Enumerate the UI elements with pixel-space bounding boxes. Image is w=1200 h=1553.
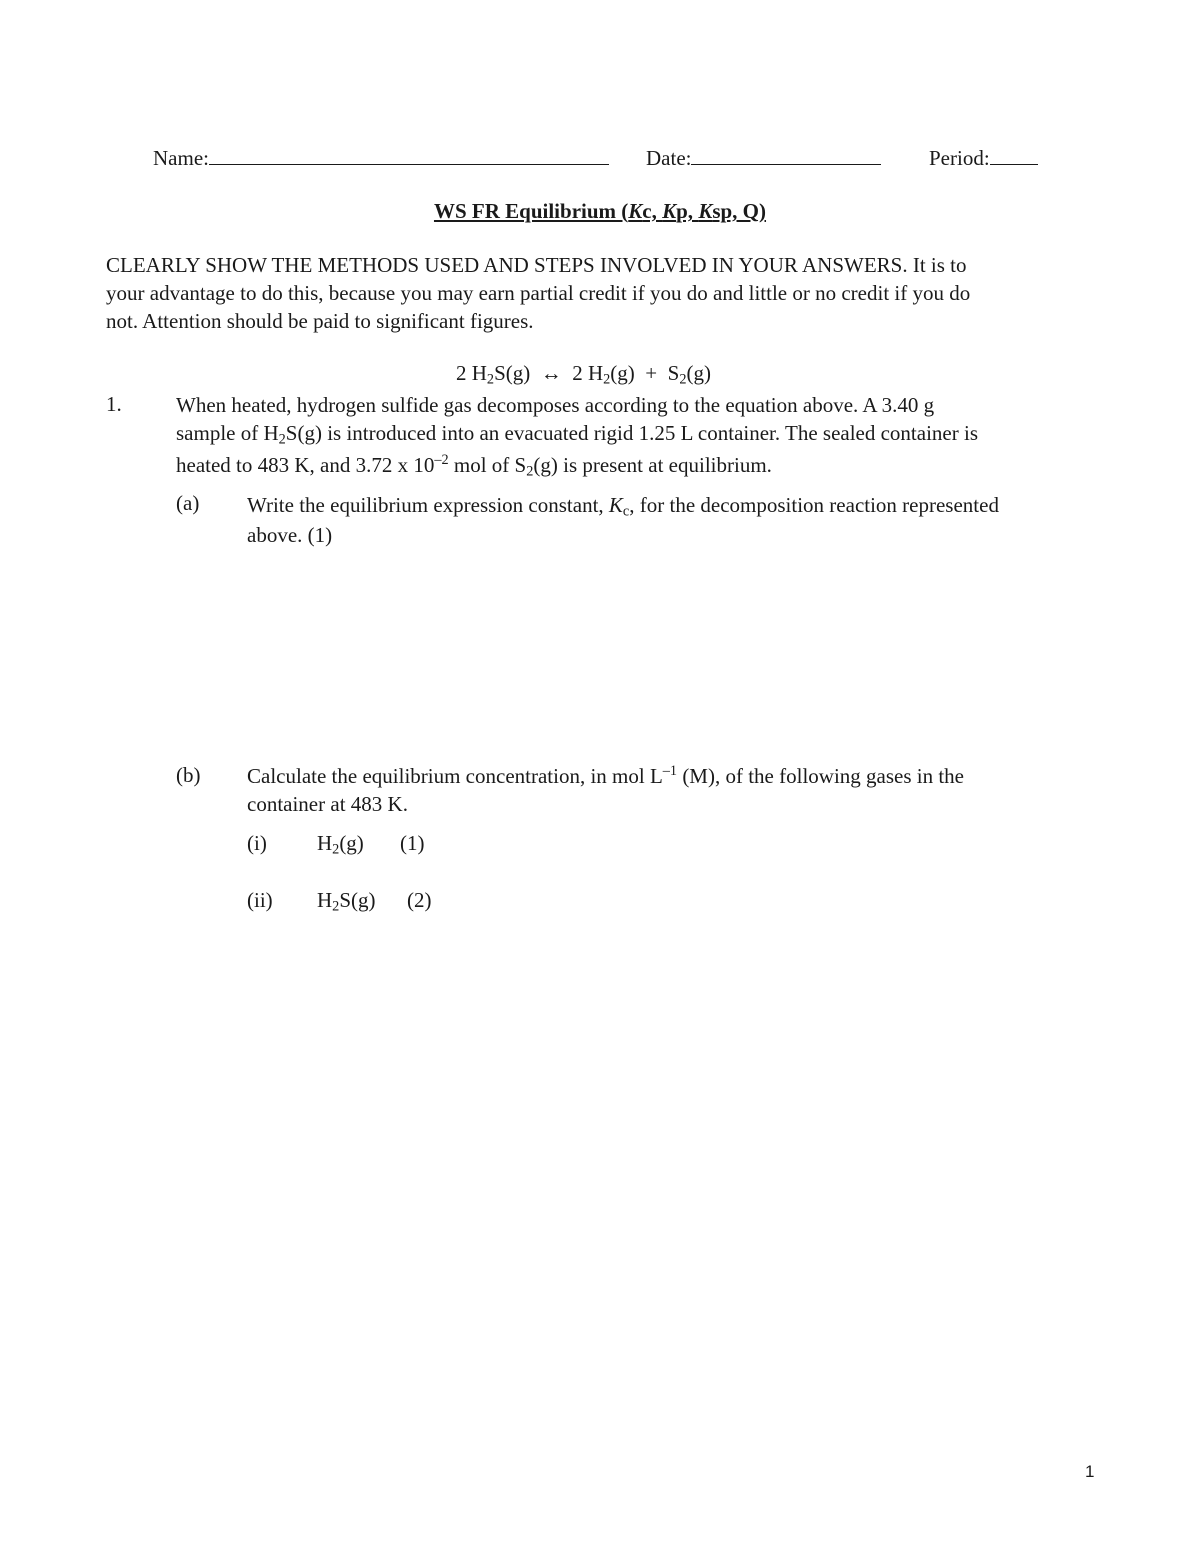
part-b-label: (b)	[176, 763, 201, 787]
q1-line-3-b: mol of S	[448, 453, 527, 477]
question-1-stem	[176, 391, 978, 479]
page-number: 1	[1085, 1462, 1095, 1481]
part-b-ii-species-sub: 2	[332, 898, 340, 915]
date-blank[interactable]	[691, 144, 881, 165]
instructions-line-2: your advantage to do this, because you may earn partial credit if you do and little or no credit if you do	[106, 281, 971, 305]
title-prefix: WS FR Equilibrium (	[433, 199, 629, 223]
part-b-i-label: (i)	[247, 831, 267, 855]
title-kc-k: K	[628, 199, 643, 223]
date-label: Date:	[646, 146, 692, 170]
date-field-row	[646, 144, 881, 171]
part-a-line-1-a: Write the equilibrium expression constant,	[247, 493, 609, 517]
part-b-line-1-a: Calculate the equilibrium concentration, in mol L	[247, 764, 663, 788]
q1-line-3-sub: 2	[526, 463, 534, 480]
part-b-line-1-b: (M), of the following gases in the	[677, 764, 965, 788]
part-b-text	[247, 762, 964, 818]
part-b-ii-species	[317, 887, 375, 913]
q1-line-2-a: sample of H	[176, 421, 279, 445]
eq-sub-3: 2	[679, 371, 687, 388]
part-a-label: (a)	[176, 491, 200, 515]
title-ksp-rest: sp, Q)	[712, 199, 767, 223]
eq-sub-2: 2	[603, 371, 611, 388]
part-b-ii-points: (2)	[407, 888, 432, 912]
part-b-i-species	[317, 830, 364, 856]
title-ksp-k: K	[698, 199, 713, 223]
part-b-ii-species-b: S(g)	[339, 888, 376, 912]
part-b-line-1-sup: –1	[662, 763, 678, 780]
q1-line-3-sup: –2	[434, 452, 449, 469]
q1-line-3-c: (g) is present at equilibrium.	[533, 453, 772, 477]
name-blank[interactable]	[209, 144, 609, 165]
q1-line-3-a: heated to 483 K, and 3.72 x 10	[176, 453, 435, 477]
period-field-row	[929, 144, 1038, 171]
q1-line-2-sub: 2	[278, 431, 286, 448]
part-a-line-1	[247, 490, 999, 520]
eq-part-3: (g) + S	[610, 361, 680, 385]
part-b-i-species-b: (g)	[339, 831, 364, 855]
part-b-i-species-a: H	[317, 831, 333, 855]
title-kp-rest: p,	[676, 199, 699, 223]
part-a-kc-sub: c	[622, 503, 630, 520]
q1-line-2-b: S(g) is introduced into an evacuated rigid 1.25 L container. The sealed container is	[285, 421, 978, 445]
instructions-line-1: CLEARLY SHOW THE METHODS USED AND STEPS INVOLVED IN YOUR ANSWERS. It is to	[106, 253, 967, 277]
part-b-line-1	[247, 762, 964, 790]
part-a-line-1-b: , for the decomposition reaction represented	[629, 493, 999, 517]
title-kc-rest: c,	[642, 199, 663, 223]
period-label: Period:	[929, 146, 990, 170]
part-a-kc-k: K	[608, 493, 623, 517]
part-a-text	[247, 490, 999, 550]
part-b-i-points: (1)	[400, 831, 425, 855]
reaction-equation	[456, 360, 711, 386]
title-kp-k: K	[662, 199, 677, 223]
part-b-ii-species-a: H	[317, 888, 333, 912]
eq-part-2: S(g) ↔ 2 H	[494, 361, 604, 385]
question-1-number: 1.	[106, 392, 122, 416]
period-blank[interactable]	[990, 144, 1038, 165]
q1-line-3	[176, 451, 978, 479]
part-b-i-species-sub: 2	[332, 841, 340, 858]
instructions	[106, 251, 1096, 335]
eq-sub-1: 2	[486, 371, 495, 388]
q1-line-2	[176, 419, 978, 447]
part-b-ii-label: (ii)	[247, 888, 273, 912]
name-label: Name:	[153, 146, 209, 170]
page-title	[0, 199, 1200, 224]
eq-part-4: (g)	[686, 361, 711, 385]
part-b-line-2: container at 483 K.	[247, 792, 408, 816]
instructions-line-3: not. Attention should be paid to significant figures.	[106, 309, 534, 333]
part-a-line-2: above. (1)	[247, 523, 333, 547]
q1-line-1: When heated, hydrogen sulfide gas decomposes according to the equation above. A 3.40 g	[176, 393, 935, 417]
name-field-row	[153, 144, 609, 171]
eq-part-1: 2 H	[456, 361, 487, 385]
